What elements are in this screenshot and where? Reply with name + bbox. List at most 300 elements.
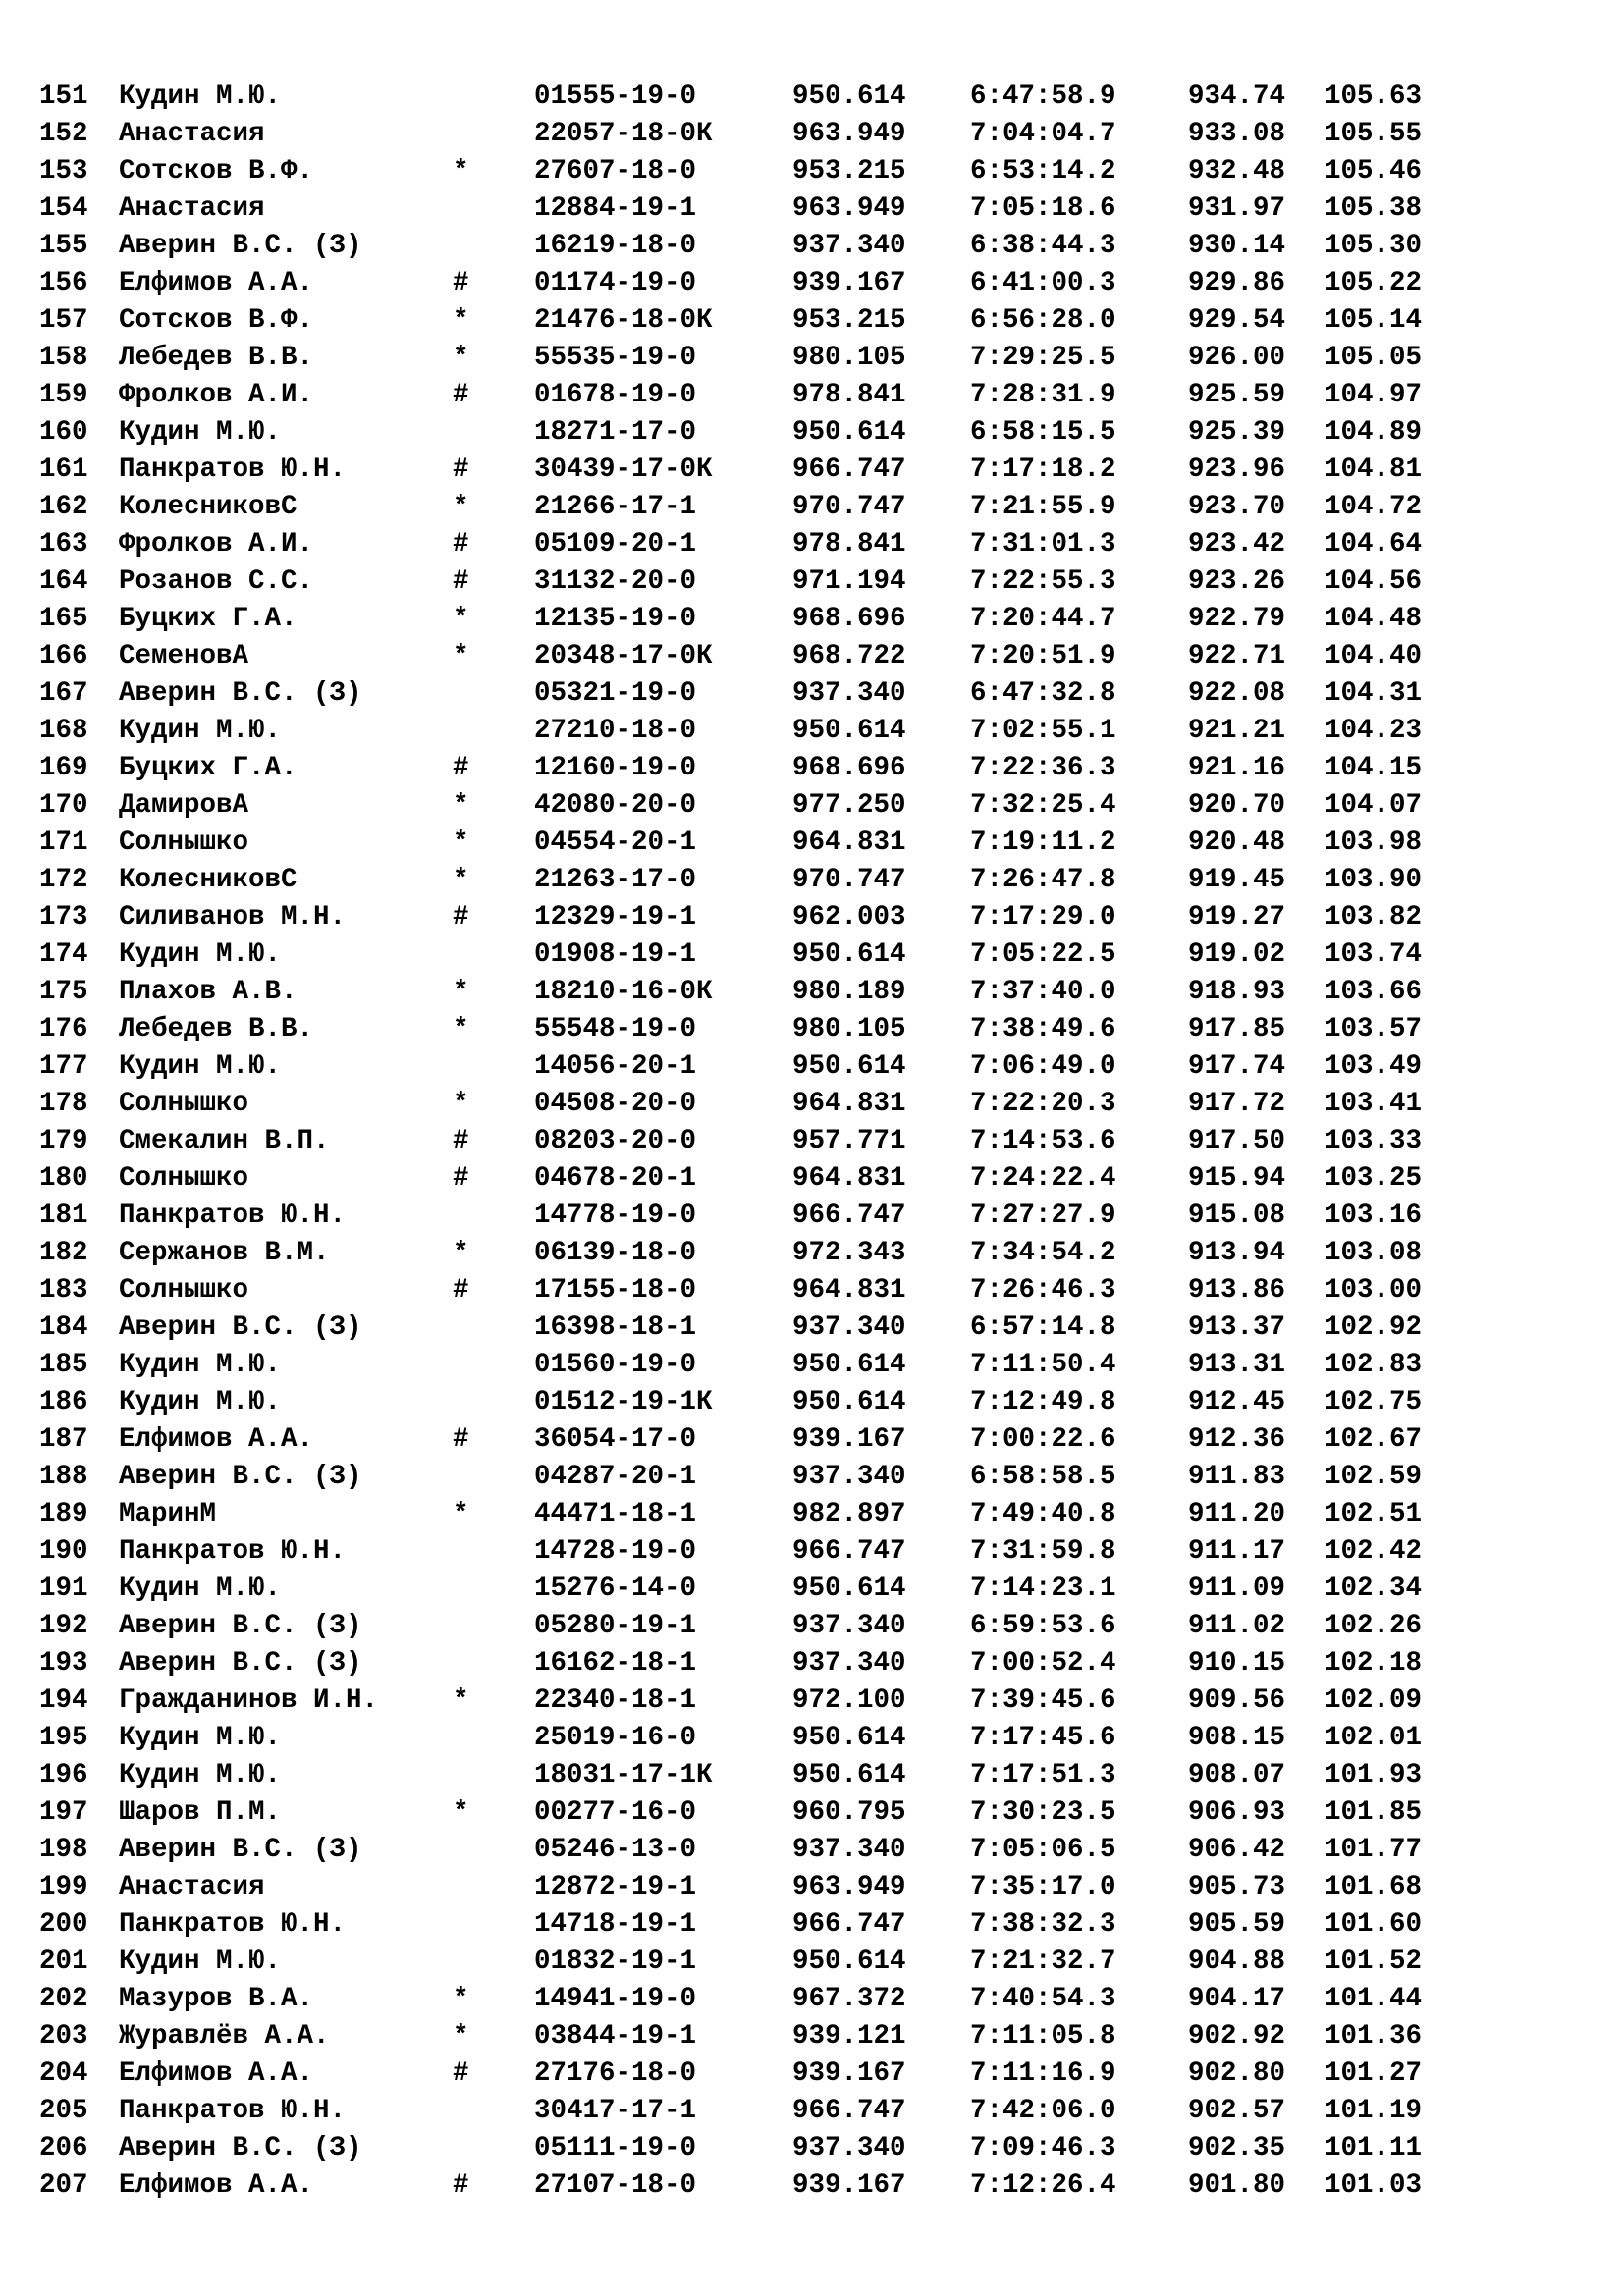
result-row: [39, 675, 1442, 713]
distance-cell: 966.747: [792, 2096, 906, 2126]
place-cell: 188: [39, 1462, 88, 1492]
fancier-name-cell: Солнышко: [119, 1163, 249, 1194]
flight-time-cell: 7:31:59.8: [970, 1536, 1116, 1567]
distance-cell: 950.614: [792, 1947, 906, 1977]
flight-time-cell: 7:11:16.9: [970, 2058, 1116, 2089]
result-row: [39, 899, 1442, 936]
distance-cell: 980.105: [792, 1014, 906, 1044]
flight-time-cell: 7:12:49.8: [970, 1387, 1116, 1417]
place-cell: 202: [39, 1984, 88, 2014]
fancier-name-cell: Кудин М.Ю.: [119, 1387, 282, 1417]
ring-number-cell: 12135-19-0: [534, 604, 697, 634]
fancier-name-cell: ДамировА: [119, 790, 249, 821]
distance-cell: 968.696: [792, 604, 906, 634]
flight-time-cell: 7:05:18.6: [970, 193, 1116, 224]
mark-cell: *: [453, 1685, 469, 1716]
distance-cell: 950.614: [792, 1051, 906, 1082]
distance-cell: 939.167: [792, 2058, 906, 2089]
place-cell: 166: [39, 641, 88, 671]
fancier-name-cell: Фролков А.И.: [119, 529, 314, 560]
coefficient-cell: 101.93: [1325, 1760, 1423, 1790]
speed-cell: 910.15: [1188, 1648, 1286, 1679]
distance-cell: 963.949: [792, 1872, 906, 1902]
ring-number-cell: 27210-18-0: [534, 716, 697, 746]
coefficient-cell: 101.19: [1325, 2096, 1423, 2126]
flight-time-cell: 7:05:22.5: [970, 939, 1116, 970]
distance-cell: 937.340: [792, 1648, 906, 1679]
speed-cell: 919.45: [1188, 865, 1286, 895]
fancier-name-cell: Аверин В.С. (З): [119, 1312, 362, 1343]
flight-time-cell: 7:14:53.6: [970, 1126, 1116, 1156]
result-row: [39, 2018, 1442, 2056]
fancier-name-cell: Аверин В.С. (З): [119, 1611, 362, 1641]
coefficient-cell: 102.83: [1325, 1350, 1423, 1380]
result-row: [39, 1235, 1442, 1272]
mark-cell: *: [453, 604, 469, 634]
place-cell: 164: [39, 566, 88, 597]
speed-cell: 920.70: [1188, 790, 1286, 821]
result-row: [39, 1533, 1442, 1571]
flight-time-cell: 7:20:44.7: [970, 604, 1116, 634]
ring-number-cell: 01678-19-0: [534, 380, 697, 410]
fancier-name-cell: Смекалин В.П.: [119, 1126, 330, 1156]
distance-cell: 964.831: [792, 1089, 906, 1119]
coefficient-cell: 105.38: [1325, 193, 1423, 224]
result-row: [39, 116, 1442, 153]
result-row: [39, 1123, 1442, 1160]
flight-time-cell: 7:11:50.4: [970, 1350, 1116, 1380]
mark-cell: *: [453, 828, 469, 858]
ring-number-cell: 01174-19-0: [534, 268, 697, 298]
place-cell: 178: [39, 1089, 88, 1119]
distance-cell: 939.167: [792, 268, 906, 298]
speed-cell: 902.80: [1188, 2058, 1286, 2089]
flight-time-cell: 7:14:23.1: [970, 1574, 1116, 1604]
flight-time-cell: 7:22:20.3: [970, 1089, 1116, 1119]
ring-number-cell: 18210-16-0К: [534, 977, 713, 1007]
flight-time-cell: 7:38:32.3: [970, 1909, 1116, 1940]
speed-cell: 911.09: [1188, 1574, 1286, 1604]
ring-number-cell: 16162-18-1: [534, 1648, 697, 1679]
distance-cell: 950.614: [792, 716, 906, 746]
fancier-name-cell: КолесниковС: [119, 492, 298, 522]
flight-time-cell: 7:02:55.1: [970, 716, 1116, 746]
place-cell: 157: [39, 305, 88, 336]
fancier-name-cell: Мазуров В.А.: [119, 1984, 314, 2014]
mark-cell: *: [453, 2021, 469, 2052]
coefficient-cell: 105.05: [1325, 343, 1423, 373]
distance-cell: 962.003: [792, 902, 906, 933]
ring-number-cell: 44471-18-1: [534, 1499, 697, 1529]
mark-cell: *: [453, 1089, 469, 1119]
fancier-name-cell: КолесниковС: [119, 865, 298, 895]
result-row: [39, 1048, 1442, 1086]
place-cell: 173: [39, 902, 88, 933]
result-row: [39, 1571, 1442, 1608]
distance-cell: 970.747: [792, 492, 906, 522]
flight-time-cell: 7:21:32.7: [970, 1947, 1116, 1977]
coefficient-cell: 102.92: [1325, 1312, 1423, 1343]
flight-time-cell: 7:11:05.8: [970, 2021, 1116, 2052]
distance-cell: 937.340: [792, 678, 906, 709]
flight-time-cell: 7:19:11.2: [970, 828, 1116, 858]
result-row: [39, 1645, 1442, 1682]
mark-cell: *: [453, 865, 469, 895]
ring-number-cell: 21476-18-0К: [534, 305, 713, 336]
flight-time-cell: 7:34:54.2: [970, 1238, 1116, 1268]
speed-cell: 912.36: [1188, 1424, 1286, 1455]
fancier-name-cell: Кудин М.Ю.: [119, 939, 282, 970]
flight-time-cell: 7:17:51.3: [970, 1760, 1116, 1790]
flight-time-cell: 7:27:27.9: [970, 1201, 1116, 1231]
place-cell: 190: [39, 1536, 88, 1567]
mark-cell: *: [453, 1238, 469, 1268]
flight-time-cell: 7:29:25.5: [970, 343, 1116, 373]
ring-number-cell: 08203-20-0: [534, 1126, 697, 1156]
place-cell: 167: [39, 678, 88, 709]
fancier-name-cell: Елфимов А.А.: [119, 2058, 314, 2089]
ring-number-cell: 01832-19-1: [534, 1947, 697, 1977]
place-cell: 205: [39, 2096, 88, 2126]
place-cell: 192: [39, 1611, 88, 1641]
place-cell: 163: [39, 529, 88, 560]
fancier-name-cell: Буцких Г.А.: [119, 753, 298, 783]
flight-time-cell: 6:56:28.0: [970, 305, 1116, 336]
ring-number-cell: 12872-19-1: [534, 1872, 697, 1902]
coefficient-cell: 103.49: [1325, 1051, 1423, 1082]
result-row: [39, 1011, 1442, 1048]
result-row: [39, 1272, 1442, 1309]
distance-cell: 967.372: [792, 1984, 906, 2014]
mark-cell: *: [453, 156, 469, 187]
mark-cell: #: [453, 902, 469, 933]
coefficient-cell: 105.14: [1325, 305, 1423, 336]
fancier-name-cell: Солнышко: [119, 1089, 249, 1119]
place-cell: 193: [39, 1648, 88, 1679]
ring-number-cell: 22340-18-1: [534, 1685, 697, 1716]
ring-number-cell: 20348-17-0К: [534, 641, 713, 671]
speed-cell: 918.93: [1188, 977, 1286, 1007]
flight-time-cell: 7:20:51.9: [970, 641, 1116, 671]
mark-cell: #: [453, 1126, 469, 1156]
result-row: [39, 2093, 1442, 2130]
fancier-name-cell: Панкратов Ю.Н.: [119, 1536, 347, 1567]
speed-cell: 923.70: [1188, 492, 1286, 522]
coefficient-cell: 104.81: [1325, 454, 1423, 485]
flight-time-cell: 7:40:54.3: [970, 1984, 1116, 2014]
fancier-name-cell: Гражданинов И.Н.: [119, 1685, 379, 1716]
fancier-name-cell: Кудин М.Ю.: [119, 417, 282, 448]
fancier-name-cell: Аверин В.С. (З): [119, 2133, 362, 2163]
ring-number-cell: 01908-19-1: [534, 939, 697, 970]
fancier-name-cell: Солнышко: [119, 1275, 249, 1306]
result-row: [39, 713, 1442, 750]
coefficient-cell: 104.64: [1325, 529, 1423, 560]
speed-cell: 917.85: [1188, 1014, 1286, 1044]
mark-cell: *: [453, 641, 469, 671]
speed-cell: 920.48: [1188, 828, 1286, 858]
flight-time-cell: 7:12:26.4: [970, 2170, 1116, 2201]
distance-cell: 978.841: [792, 380, 906, 410]
fancier-name-cell: Анастасия: [119, 193, 265, 224]
distance-cell: 937.340: [792, 1462, 906, 1492]
distance-cell: 953.215: [792, 305, 906, 336]
ring-number-cell: 06139-18-0: [534, 1238, 697, 1268]
fancier-name-cell: Кудин М.Ю.: [119, 1350, 282, 1380]
flight-time-cell: 7:22:36.3: [970, 753, 1116, 783]
mark-cell: *: [453, 790, 469, 821]
mark-cell: #: [453, 529, 469, 560]
coefficient-cell: 102.67: [1325, 1424, 1423, 1455]
coefficient-cell: 103.16: [1325, 1201, 1423, 1231]
flight-time-cell: 7:26:46.3: [970, 1275, 1116, 1306]
flight-time-cell: 7:32:25.4: [970, 790, 1116, 821]
coefficient-cell: 103.74: [1325, 939, 1423, 970]
place-cell: 191: [39, 1574, 88, 1604]
distance-cell: 939.121: [792, 2021, 906, 2052]
mark-cell: #: [453, 1424, 469, 1455]
speed-cell: 919.02: [1188, 939, 1286, 970]
fancier-name-cell: Кудин М.Ю.: [119, 81, 282, 112]
result-row: [39, 1459, 1442, 1496]
place-cell: 199: [39, 1872, 88, 1902]
flight-time-cell: 6:38:44.3: [970, 231, 1116, 261]
fancier-name-cell: Аверин В.С. (З): [119, 231, 362, 261]
result-row: [39, 1981, 1442, 2018]
place-cell: 154: [39, 193, 88, 224]
fancier-name-cell: Сотсков В.Ф.: [119, 156, 314, 187]
coefficient-cell: 104.56: [1325, 566, 1423, 597]
fancier-name-cell: Аверин В.С. (З): [119, 1462, 362, 1492]
coefficient-cell: 105.22: [1325, 268, 1423, 298]
fancier-name-cell: Сотсков В.Ф.: [119, 305, 314, 336]
place-cell: 198: [39, 1835, 88, 1865]
coefficient-cell: 101.36: [1325, 2021, 1423, 2052]
fancier-name-cell: Кудин М.Ю.: [119, 1051, 282, 1082]
place-cell: 158: [39, 343, 88, 373]
ring-number-cell: 14718-19-1: [534, 1909, 697, 1940]
ring-number-cell: 27107-18-0: [534, 2170, 697, 2201]
place-cell: 203: [39, 2021, 88, 2052]
place-cell: 179: [39, 1126, 88, 1156]
speed-cell: 929.54: [1188, 305, 1286, 336]
result-row: [39, 414, 1442, 452]
flight-time-cell: 7:24:22.4: [970, 1163, 1116, 1194]
place-cell: 180: [39, 1163, 88, 1194]
result-row: [39, 2130, 1442, 2167]
distance-cell: 972.343: [792, 1238, 906, 1268]
speed-cell: 923.42: [1188, 529, 1286, 560]
mark-cell: *: [453, 1014, 469, 1044]
ring-number-cell: 14778-19-0: [534, 1201, 697, 1231]
speed-cell: 923.96: [1188, 454, 1286, 485]
speed-cell: 913.94: [1188, 1238, 1286, 1268]
distance-cell: 950.614: [792, 1723, 906, 1753]
flight-time-cell: 7:17:29.0: [970, 902, 1116, 933]
ring-number-cell: 30439-17-0К: [534, 454, 713, 485]
speed-cell: 933.08: [1188, 119, 1286, 149]
coefficient-cell: 101.52: [1325, 1947, 1423, 1977]
result-row: [39, 1421, 1442, 1459]
fancier-name-cell: Кудин М.Ю.: [119, 1723, 282, 1753]
ring-number-cell: 01560-19-0: [534, 1350, 697, 1380]
mark-cell: #: [453, 1163, 469, 1194]
speed-cell: 912.45: [1188, 1387, 1286, 1417]
place-cell: 152: [39, 119, 88, 149]
speed-cell: 911.17: [1188, 1536, 1286, 1567]
coefficient-cell: 103.08: [1325, 1238, 1423, 1268]
fancier-name-cell: Кудин М.Ю.: [119, 716, 282, 746]
fancier-name-cell: Кудин М.Ю.: [119, 1574, 282, 1604]
result-row: [39, 1757, 1442, 1794]
ring-number-cell: 03844-19-1: [534, 2021, 697, 2052]
ring-number-cell: 18031-17-1К: [534, 1760, 713, 1790]
speed-cell: 929.86: [1188, 268, 1286, 298]
flight-time-cell: 7:31:01.3: [970, 529, 1116, 560]
result-row: [39, 526, 1442, 563]
mark-cell: *: [453, 1499, 469, 1529]
fancier-name-cell: Солнышко: [119, 828, 249, 858]
coefficient-cell: 102.42: [1325, 1536, 1423, 1567]
distance-cell: 966.747: [792, 454, 906, 485]
distance-cell: 968.696: [792, 753, 906, 783]
coefficient-cell: 103.00: [1325, 1275, 1423, 1306]
coefficient-cell: 101.77: [1325, 1835, 1423, 1865]
fancier-name-cell: Буцких Г.А.: [119, 604, 298, 634]
speed-cell: 913.31: [1188, 1350, 1286, 1380]
place-cell: 185: [39, 1350, 88, 1380]
ring-number-cell: 22057-18-0К: [534, 119, 713, 149]
fancier-name-cell: Панкратов Ю.Н.: [119, 2096, 347, 2126]
speed-cell: 904.88: [1188, 1947, 1286, 1977]
fancier-name-cell: МаринМ: [119, 1499, 217, 1529]
distance-cell: 977.250: [792, 790, 906, 821]
distance-cell: 964.831: [792, 1275, 906, 1306]
speed-cell: 922.08: [1188, 678, 1286, 709]
fancier-name-cell: Аверин В.С. (З): [119, 1835, 362, 1865]
distance-cell: 980.189: [792, 977, 906, 1007]
result-row: [39, 601, 1442, 638]
place-cell: 201: [39, 1947, 88, 1977]
speed-cell: 906.42: [1188, 1835, 1286, 1865]
speed-cell: 915.08: [1188, 1201, 1286, 1231]
speed-cell: 930.14: [1188, 231, 1286, 261]
distance-cell: 950.614: [792, 81, 906, 112]
speed-cell: 925.39: [1188, 417, 1286, 448]
ring-number-cell: 16219-18-0: [534, 231, 697, 261]
result-row: [39, 2167, 1442, 2205]
fancier-name-cell: Кудин М.Ю.: [119, 1760, 282, 1790]
ring-number-cell: 15276-14-0: [534, 1574, 697, 1604]
result-row: [39, 1086, 1442, 1123]
coefficient-cell: 103.90: [1325, 865, 1423, 895]
result-row: [39, 638, 1442, 675]
fancier-name-cell: Елфимов А.А.: [119, 1424, 314, 1455]
place-cell: 194: [39, 1685, 88, 1716]
distance-cell: 950.614: [792, 1574, 906, 1604]
distance-cell: 950.614: [792, 1387, 906, 1417]
fancier-name-cell: Розанов С.С.: [119, 566, 314, 597]
mark-cell: *: [453, 492, 469, 522]
speed-cell: 902.35: [1188, 2133, 1286, 2163]
ring-number-cell: 55548-19-0: [534, 1014, 697, 1044]
place-cell: 162: [39, 492, 88, 522]
fancier-name-cell: СеменовА: [119, 641, 249, 671]
result-row: [39, 153, 1442, 190]
result-row: [39, 1309, 1442, 1347]
ring-number-cell: 25019-16-0: [534, 1723, 697, 1753]
flight-time-cell: 7:17:18.2: [970, 454, 1116, 485]
place-cell: 161: [39, 454, 88, 485]
result-row: [39, 377, 1442, 414]
coefficient-cell: 104.15: [1325, 753, 1423, 783]
place-cell: 204: [39, 2058, 88, 2089]
coefficient-cell: 101.11: [1325, 2133, 1423, 2163]
coefficient-cell: 103.57: [1325, 1014, 1423, 1044]
result-row: [39, 1832, 1442, 1869]
ring-number-cell: 21263-17-0: [534, 865, 697, 895]
speed-cell: 902.57: [1188, 2096, 1286, 2126]
speed-cell: 911.20: [1188, 1499, 1286, 1529]
result-row: [39, 825, 1442, 862]
place-cell: 181: [39, 1201, 88, 1231]
coefficient-cell: 101.60: [1325, 1909, 1423, 1940]
speed-cell: 934.74: [1188, 81, 1286, 112]
mark-cell: #: [453, 380, 469, 410]
distance-cell: 970.747: [792, 865, 906, 895]
mark-cell: #: [453, 454, 469, 485]
flight-time-cell: 7:35:17.0: [970, 1872, 1116, 1902]
distance-cell: 963.949: [792, 193, 906, 224]
coefficient-cell: 101.85: [1325, 1797, 1423, 1828]
place-cell: 196: [39, 1760, 88, 1790]
fancier-name-cell: Анастасия: [119, 119, 265, 149]
fancier-name-cell: Лебедев В.В.: [119, 1014, 314, 1044]
distance-cell: 950.614: [792, 417, 906, 448]
coefficient-cell: 105.30: [1325, 231, 1423, 261]
speed-cell: 921.16: [1188, 753, 1286, 783]
flight-time-cell: 7:26:47.8: [970, 865, 1116, 895]
result-row: [39, 1720, 1442, 1757]
mark-cell: #: [453, 1275, 469, 1306]
coefficient-cell: 105.55: [1325, 119, 1423, 149]
distance-cell: 953.215: [792, 156, 906, 187]
speed-cell: 921.21: [1188, 716, 1286, 746]
speed-cell: 905.59: [1188, 1909, 1286, 1940]
mark-cell: *: [453, 1984, 469, 2014]
place-cell: 189: [39, 1499, 88, 1529]
coefficient-cell: 103.33: [1325, 1126, 1423, 1156]
flight-time-cell: 6:47:32.8: [970, 678, 1116, 709]
result-row: [39, 1794, 1442, 1832]
speed-cell: 919.27: [1188, 902, 1286, 933]
fancier-name-cell: Елфимов А.А.: [119, 2170, 314, 2201]
distance-cell: 939.167: [792, 1424, 906, 1455]
coefficient-cell: 103.82: [1325, 902, 1423, 933]
place-cell: 153: [39, 156, 88, 187]
flight-time-cell: 7:42:06.0: [970, 2096, 1116, 2126]
speed-cell: 913.86: [1188, 1275, 1286, 1306]
ring-number-cell: 04678-20-1: [534, 1163, 697, 1194]
distance-cell: 937.340: [792, 1835, 906, 1865]
coefficient-cell: 103.25: [1325, 1163, 1423, 1194]
distance-cell: 960.795: [792, 1797, 906, 1828]
ring-number-cell: 05321-19-0: [534, 678, 697, 709]
coefficient-cell: 104.89: [1325, 417, 1423, 448]
result-row: [39, 489, 1442, 526]
ring-number-cell: 12884-19-1: [534, 193, 697, 224]
distance-cell: 950.614: [792, 1350, 906, 1380]
